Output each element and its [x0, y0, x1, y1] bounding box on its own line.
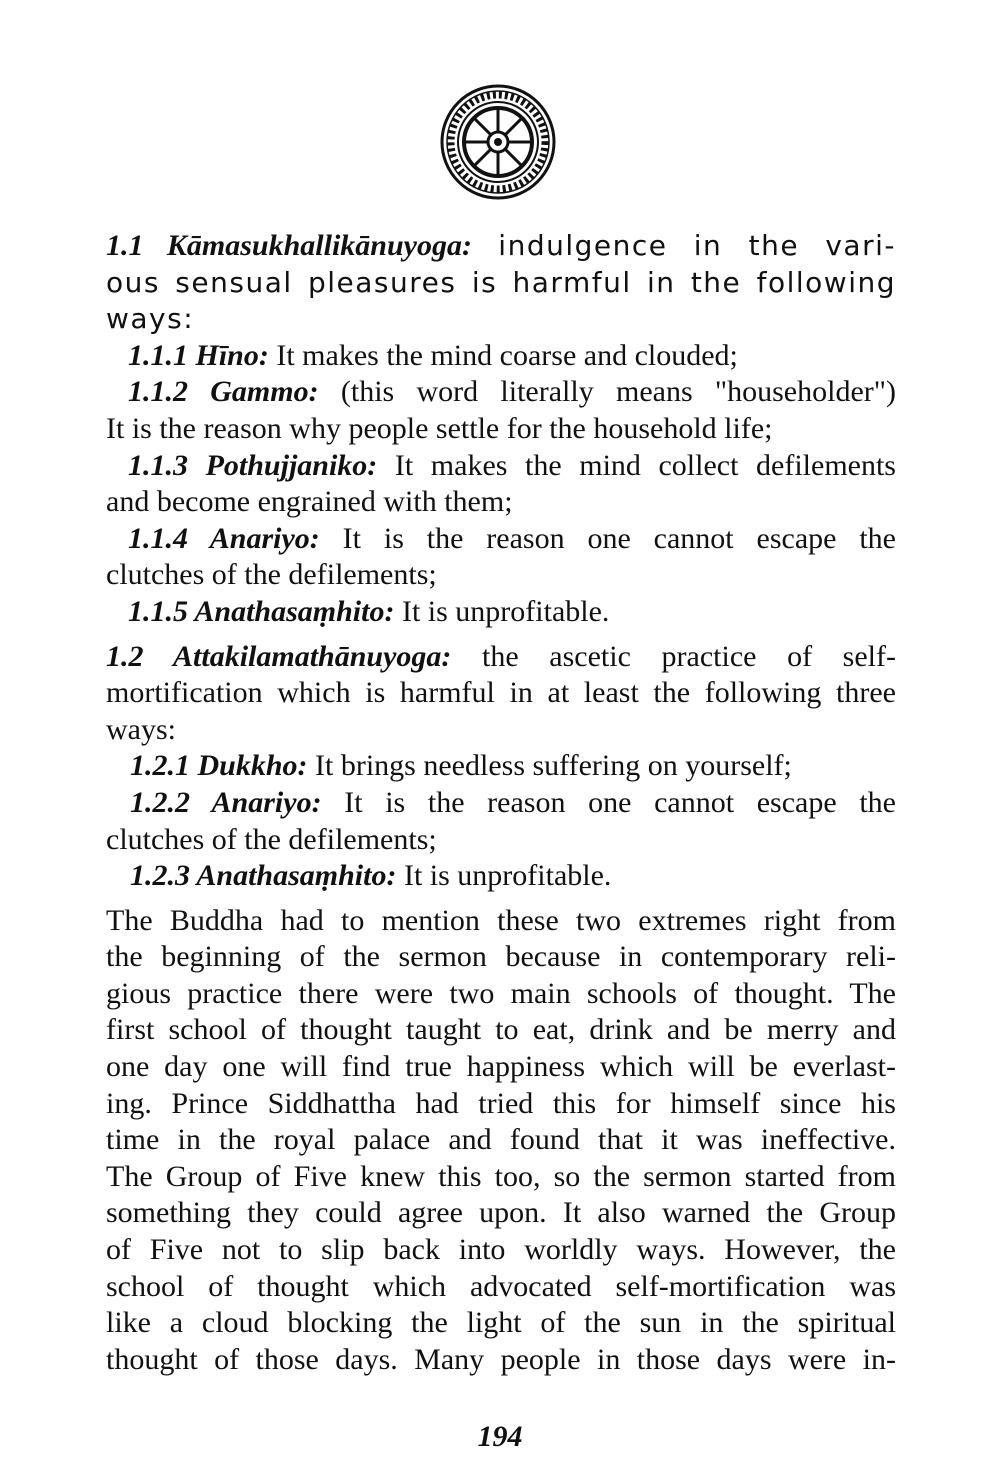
item-1-1-line-3: ways: [106, 302, 195, 336]
item-1-2-term: 1.2 Attakilamathānuyoga: [106, 639, 452, 673]
item-1-2-2-term: 1.2.2 Anariyo: [130, 785, 322, 819]
paragraph-line: time in the royal palace and found that it was ineffective. [106, 1123, 896, 1157]
item-1-1-3-line-1: 1.1.3 Pothujjaniko: It makes the mind collect defilements [128, 448, 896, 482]
item-1-1-5-term: 1.1.5 Anathasaṃhito: [128, 594, 395, 628]
item-1-1-2-line-2: It is the reason why people settle for the household life; [106, 411, 773, 445]
item-1-2-1: 1.2.1 Dukkho: It brings needless suffering on yourself; [130, 749, 792, 783]
paragraph-line: one day one will find true happiness which will be everlast- [106, 1050, 896, 1084]
item-1-1-3-term: 1.1.3 Pothujjaniko: [128, 448, 378, 482]
item-1-2-2-line-2: clutches of the defilements; [106, 822, 437, 856]
item-1-1-1-term: 1.1.1 Hīno: [128, 338, 269, 372]
item-1-1-line-2: ous sensual pleasures is harmful in the following [106, 265, 896, 299]
wheel-spoke [505, 149, 521, 165]
item-1-1-4-term: 1.1.4 Anariyo: [128, 521, 320, 555]
item-1-1-2-term: 1.1.2 Gammo: [128, 375, 319, 409]
item-1-1-term: 1.1 Kāmasukhallikānuyoga: [106, 229, 472, 262]
item-1-1-1: 1.1.1 Hīno: It makes the mind coarse and clouded; [128, 338, 738, 372]
item-1-2-line-1: 1.2 Attakilamathānuyoga: the ascetic practice of self- [106, 639, 896, 673]
wheel-spoke [475, 119, 491, 135]
item-1-2-3: 1.2.3 Anathasaṃhito: It is unprofitable. [130, 859, 612, 893]
wheel-spoke [475, 149, 491, 165]
page-number: 194 [477, 1420, 523, 1453]
item-1-1-4-line-2: clutches of the defilements; [106, 558, 437, 592]
item-1-1-2-line-1: 1.1.2 Gammo: (this word literally means "householder") [128, 375, 897, 409]
item-1-2-line-3: ways: [106, 712, 176, 746]
item-1-2-2-line-1: 1.2.2 Anariyo: It is the reason one cannot escape the [130, 785, 896, 819]
body-paragraph [106, 903, 896, 1379]
paragraph-line: something they could agree upon. It also warned the Group [106, 1196, 896, 1230]
item-1-1-4-line-1: 1.1.4 Anariyo: It is the reason one cannot escape the [128, 521, 896, 555]
paragraph-line: of Five not to slip back into worldly ways. However, the [106, 1233, 896, 1267]
paragraph-line: the beginning of the sermon because in contemporary reli- [106, 940, 896, 974]
item-1-2-line-2: mortification which is harmful in at least the following three [106, 676, 896, 710]
item-1-2-3-term: 1.2.3 Anathasaṃhito: [130, 859, 397, 893]
paragraph-line: first school of thought taught to eat, drink and be merry and [106, 1013, 896, 1047]
item-1-1-3-line-2: and become engrained with them; [106, 485, 513, 519]
wheel-spoke [505, 119, 521, 135]
paragraph-line: thought of those days. Many people in those days were in- [106, 1342, 896, 1376]
item-1-1-5: 1.1.5 Anathasaṃhito: It is unprofitable. [128, 594, 610, 628]
paragraph-line: The Buddha had to mention these two extremes right from [106, 903, 896, 937]
paragraph-line: gious practice there were two main schools of thought. The [106, 976, 896, 1010]
page-body [106, 228, 896, 1378]
item-1-1-line-1: 1.1 Kāmasukhallikānuyoga: indulgence in the vari- [106, 229, 896, 262]
paragraph-line: school of thought which advocated self-mortification was [106, 1269, 896, 1303]
item-1-2-1-term: 1.2.1 Dukkho: [130, 749, 308, 783]
dharma-wheel-icon [440, 84, 556, 200]
paragraph-line: like a cloud blocking the light of the sun in the spiritual [106, 1306, 896, 1340]
paragraph-line: ing. Prince Siddhattha had tried this for himself since his [106, 1086, 896, 1120]
paragraph-line: The Group of Five knew this too, so the sermon started from [106, 1159, 896, 1193]
